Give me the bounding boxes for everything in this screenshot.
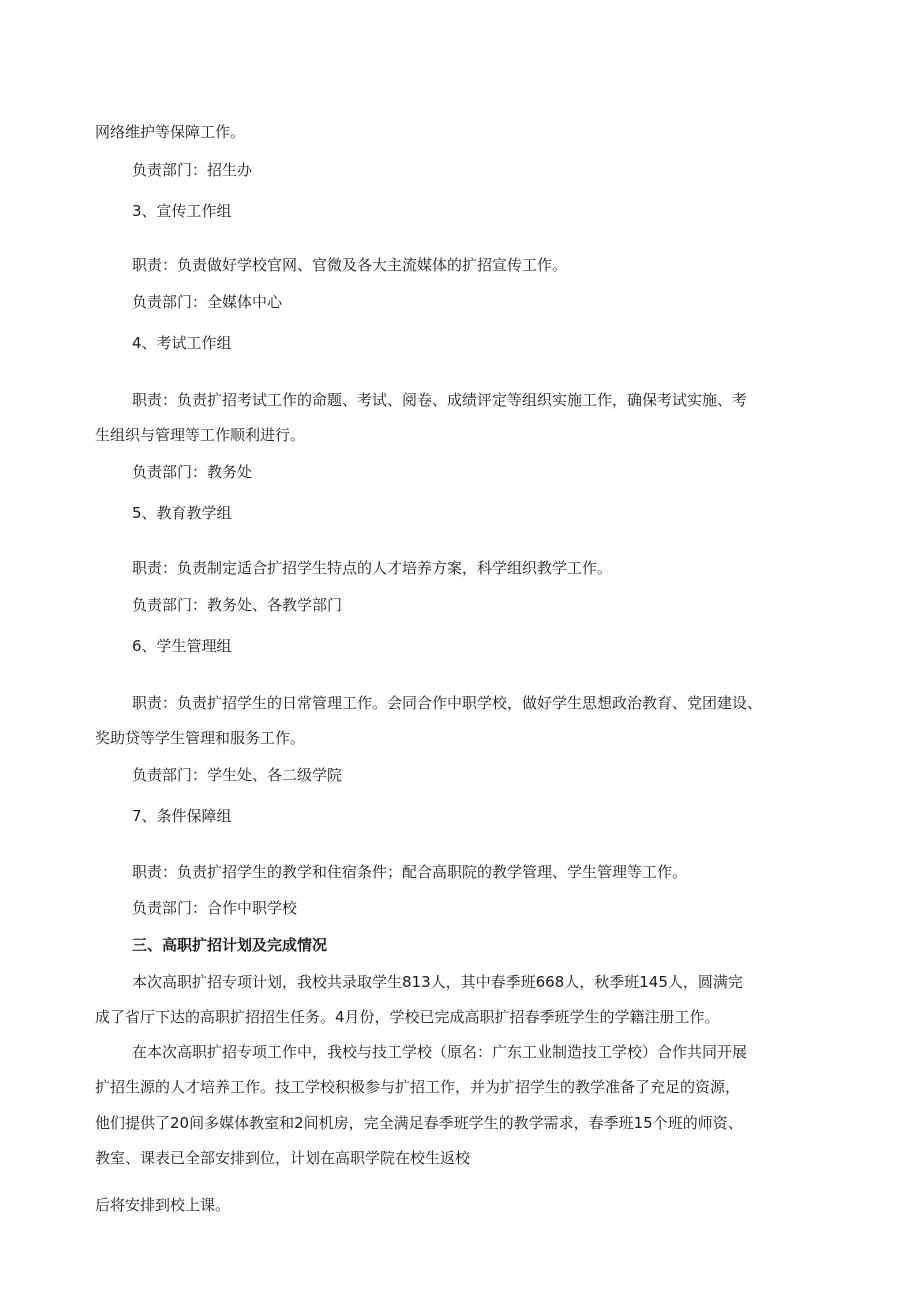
body-paragraph-line: 成了省厅下达的高职扩招招生任务。4月份，学校已完成高职扩招春季班学生的学籍注册工作。 <box>95 1008 720 1026</box>
section-heading: 7、条件保障组 <box>132 807 232 825</box>
responsible-dept-line: 负责部门：学生处、各二级学院 <box>132 766 343 784</box>
duty-line: 职责：负责做好学校官网、官微及各大主流媒体的扩招宣传工作。 <box>132 256 568 274</box>
body-paragraph-line: 在本次高职扩招专项工作中，我校与技工学校（原名：广东工业制造技工学校）合作共同开展 <box>132 1043 748 1061</box>
responsible-dept-line: 负责部门：教务处 <box>132 463 253 481</box>
responsible-dept-line: 负责部门：合作中职学校 <box>132 899 298 917</box>
body-paragraph-line: 本次高职扩招专项计划，我校共录取学生813人，其中春季班668人，秋季班145人，圆满完 <box>132 973 743 991</box>
responsible-dept-line: 负责部门：全媒体中心 <box>132 293 283 311</box>
section-heading: 3、宣传工作组 <box>132 202 232 220</box>
duty-line: 职责：负责扩招考试工作的命题、考试、阅卷、成绩评定等组织实施工作，确保考试实施、考 <box>132 391 748 409</box>
body-paragraph-line: 后将安排到校上课。 <box>95 1196 231 1214</box>
body-paragraph-line: 教室、课表已全部安排到位，计划在高职学院在校生返校 <box>95 1149 471 1167</box>
section-heading: 4、考试工作组 <box>132 334 232 352</box>
duty-line: 职责：负责扩招学生的教学和住宿条件；配合高职院的教学管理、学生管理等工作。 <box>132 863 688 881</box>
responsible-dept-line: 负责部门：教务处、各教学部门 <box>132 596 343 614</box>
paragraph-line: 网络维护等保障工作。 <box>95 123 246 141</box>
duty-line-continued: 奖助贷等学生管理和服务工作。 <box>95 729 306 747</box>
body-paragraph-line: 扩招生源的人才培养工作。技工学校积极参与扩招工作，并为扩招学生的教学准备了充足的资源， <box>95 1078 741 1096</box>
chapter-heading: 三、高职扩招计划及完成情况 <box>132 936 328 954</box>
duty-line: 职责：负责扩招学生的日常管理工作。会同合作中职学校，做好学生思想政治教育、党团建设、 <box>132 694 763 712</box>
duty-line-continued: 生组织与管理等工作顺利进行。 <box>95 426 306 444</box>
section-heading: 5、教育教学组 <box>132 504 232 522</box>
duty-line: 职责：负责制定适合扩招学生特点的人才培养方案，科学组织教学工作。 <box>132 559 613 577</box>
section-heading: 6、学生管理组 <box>132 637 232 655</box>
responsible-dept-line: 负责部门：招生办 <box>132 161 253 179</box>
body-paragraph-line: 他们提供了20间多媒体教室和2间机房，完全满足春季班学生的教学需求，春季班15个班的师资、 <box>95 1114 743 1132</box>
